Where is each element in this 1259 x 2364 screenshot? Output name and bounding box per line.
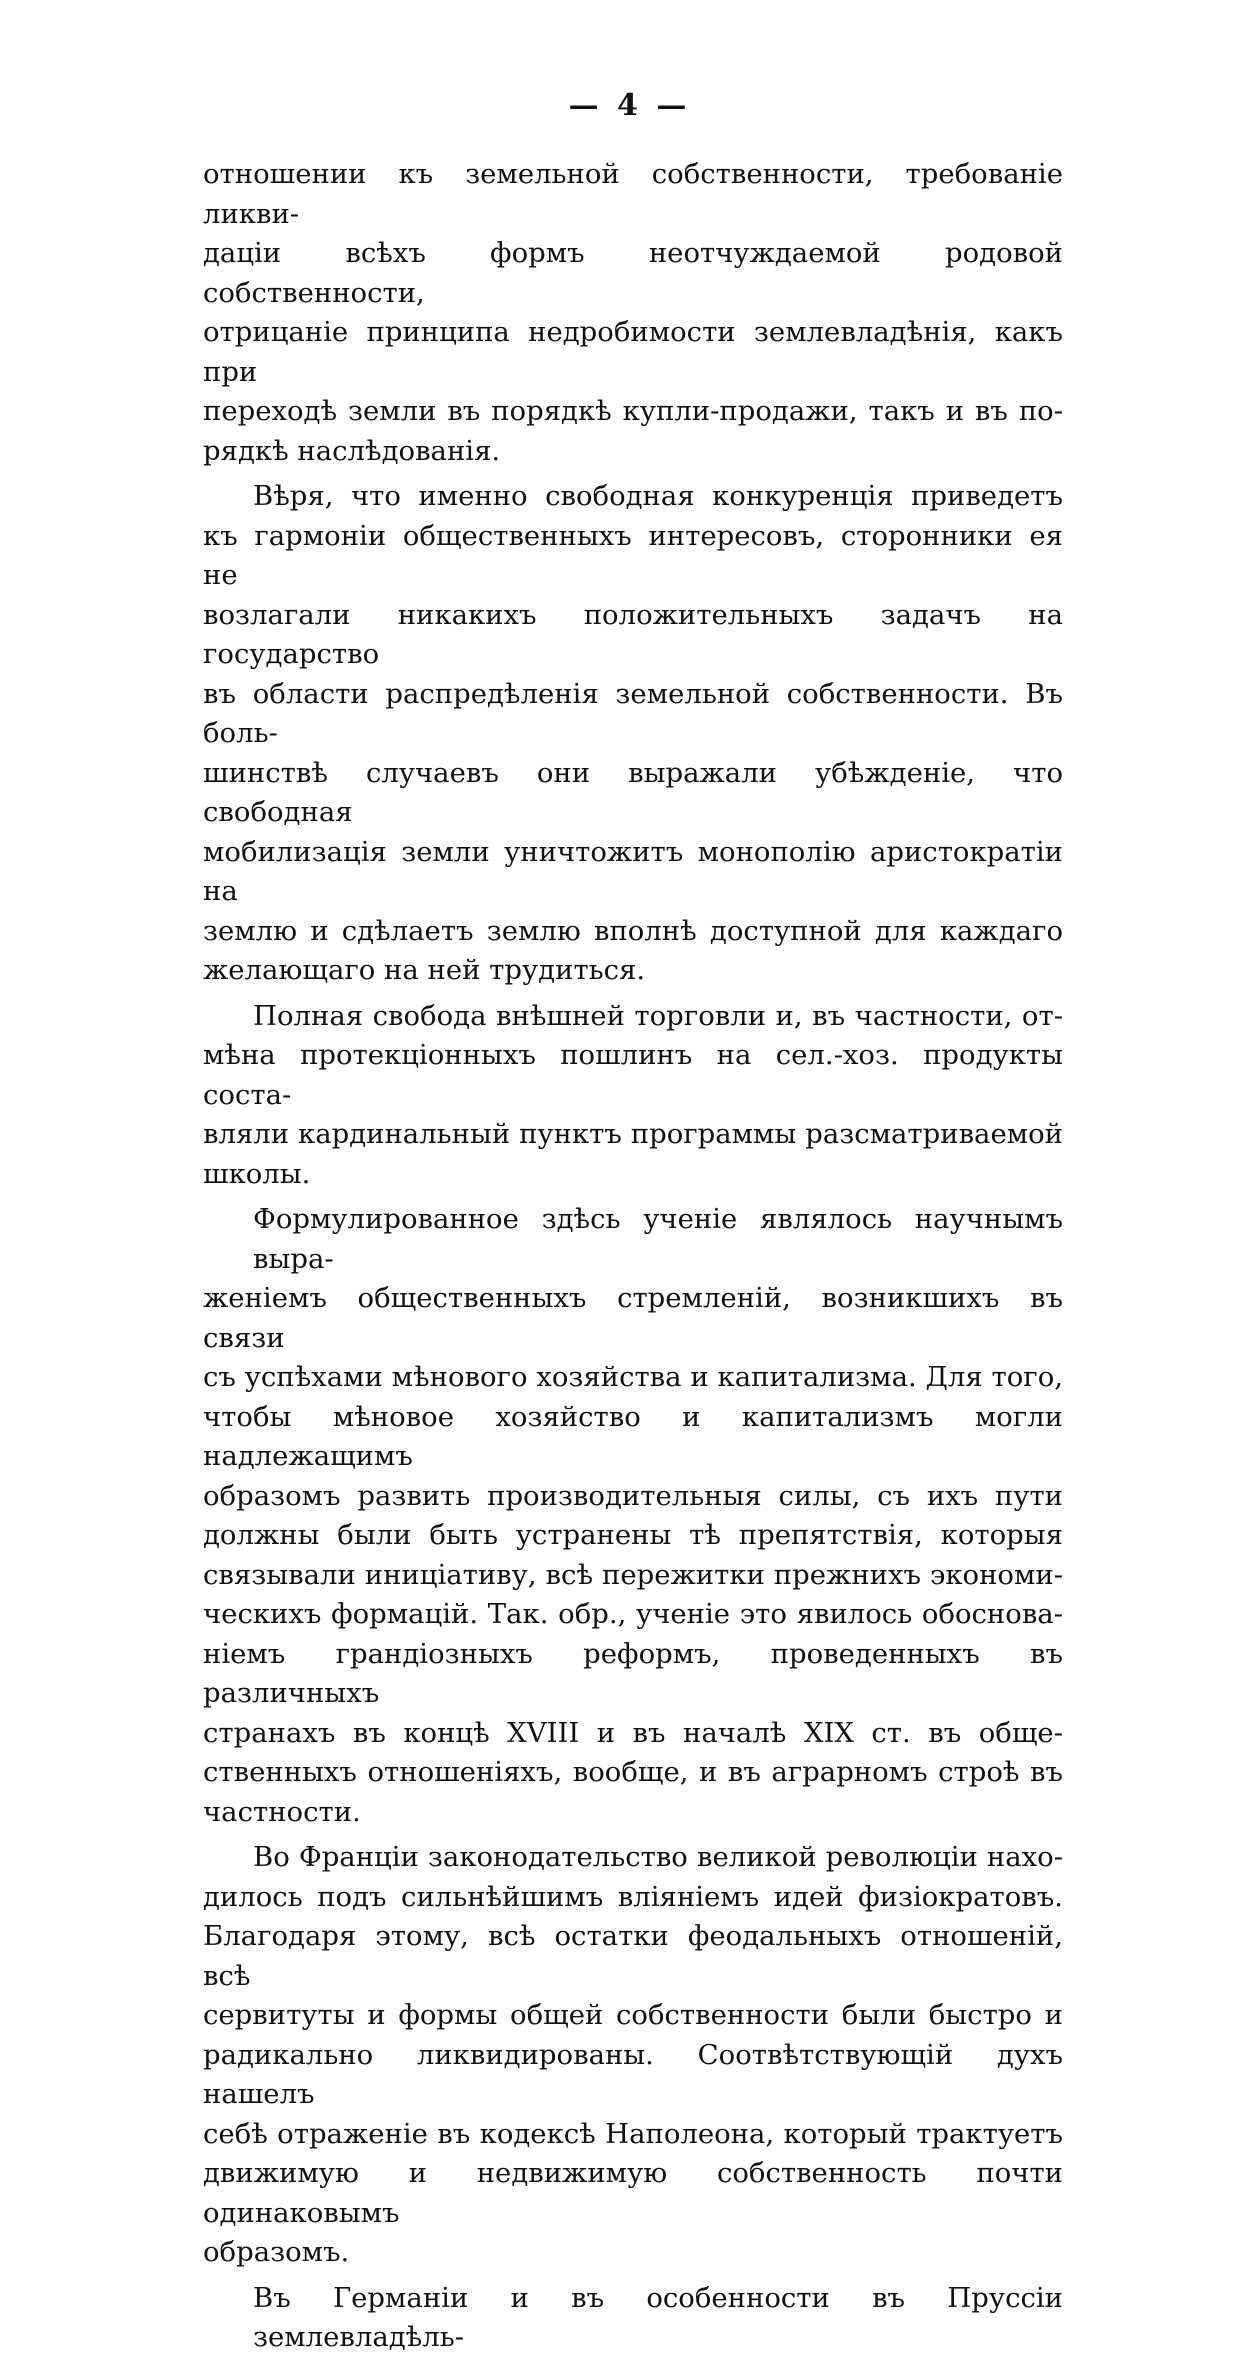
text-line: радикально ликвидированы. Соотвѣтствующій духъ нашелъ [203, 2038, 1063, 2110]
text-line: образомъ. [203, 2236, 350, 2268]
text-line: переходѣ земли въ порядкѣ купли-продажи, такъ и въ по- [203, 395, 1063, 427]
text-line: Благодаря этому, всѣ остатки феодальныхъ отношеній, всѣ [203, 1920, 1063, 1992]
text-line: чтобы мѣновое хозяйство и капитализмъ могли надлежащимъ [203, 1400, 1063, 1472]
text-line: желающаго на ней трудиться. [203, 954, 646, 986]
text-line: мобилизація земли уничтожитъ монополію аристократіи на [203, 835, 1063, 907]
page-number: — 4 — [568, 88, 691, 123]
text-line: землю и сдѣлаетъ землю вполнѣ доступной для каждаго [203, 914, 1063, 947]
text-line: странахъ въ концѣ XVIII и въ началѣ XIX ст. въ обще- [203, 1716, 1063, 1749]
text-line: шинствѣ случаевъ они выражали убѣжденіе, что свободная [203, 756, 1063, 828]
text-line: отрицаніе принципа недробимости землевладѣнія, какъ при [203, 316, 1063, 388]
paragraph-5 [203, 1838, 1063, 2273]
text-line: Въ Германіи и въ особенности въ Пруссіи землевладѣль- [253, 2281, 1063, 2353]
text-line: образомъ развить производительныя силы, съ ихъ пути [203, 1479, 1063, 1512]
text-line: даціи всѣхъ формъ неотчуждаемой родовой собственности, [203, 237, 1063, 309]
text-line: къ гармоніи общественныхъ интересовъ, сторонники ея не [203, 519, 1063, 591]
text-line: дилось подъ сильнѣйшимъ вліяніемъ идей физіократовъ. [203, 1880, 1063, 1913]
text-line: Во Франціи законодательство великой революціи нахо- [253, 1841, 1063, 1873]
text-line: ственныхъ отношеніяхъ, вообще, и въ аграрномъ строѣ въ [203, 1756, 1063, 1788]
text-line: связывали иниціативу, всѣ пережитки прежнихъ экономи- [203, 1558, 1063, 1591]
text-line: школы. [203, 1157, 311, 1190]
text-line: въ области распредѣленія земельной собственности. Въ боль- [203, 677, 1063, 749]
text-line: движимую и недвижимую собственность почти одинаковымъ [203, 2157, 1063, 2229]
text-line: женіемъ общественныхъ стремленій, возникшихъ въ связи [203, 1282, 1063, 1354]
text-line: сервитуты и формы общей собственности были быстро и [203, 1999, 1063, 2031]
text-line: себѣ отраженіе въ кодексѣ Наполеона, который трактуетъ [203, 2117, 1063, 2150]
text-line: съ успѣхами мѣнового хозяйства и капитализма. Для того, [203, 1361, 1063, 1393]
body-text [203, 155, 1063, 2364]
text-line: отношении къ земельной собственности, требованіе ликви- [203, 158, 1063, 230]
text-line: рядкѣ наслѣдованія. [203, 434, 501, 467]
text-line: Вѣря, что именно свободная конкуренція приведетъ [253, 480, 1063, 512]
text-line: ческихъ формацій. Так. обр., ученіе это явилось обоснова- [203, 1598, 1063, 1630]
text-line: возлагали никакихъ положительныхъ задачъ на государство [203, 598, 1063, 670]
text-line: мѣна протекціонныхъ пошлинъ на сел.-хоз. продукты соста- [203, 1039, 1063, 1111]
text-line: должны были быть устранены тѣ препятствія, которыя [203, 1519, 1063, 1551]
paragraph-2 [203, 477, 1063, 991]
text-line: ніемъ грандіозныхъ реформъ, проведенныхъ въ различныхъ [203, 1637, 1063, 1709]
text-line: частности. [203, 1795, 361, 1828]
text-line: Формулированное здѣсь ученіе являлось научнымъ выра- [253, 1203, 1063, 1275]
text-line: Полная свобода внѣшней торговли и, въ частности, от- [253, 999, 1063, 1032]
paragraph-3 [203, 997, 1063, 1195]
paragraph-4 [203, 1200, 1063, 1832]
paragraph-6 [203, 2279, 1063, 2358]
paragraph-1 [203, 155, 1063, 471]
text-line: вляли кардинальный пунктъ программы разсматриваемой [203, 1118, 1063, 1150]
